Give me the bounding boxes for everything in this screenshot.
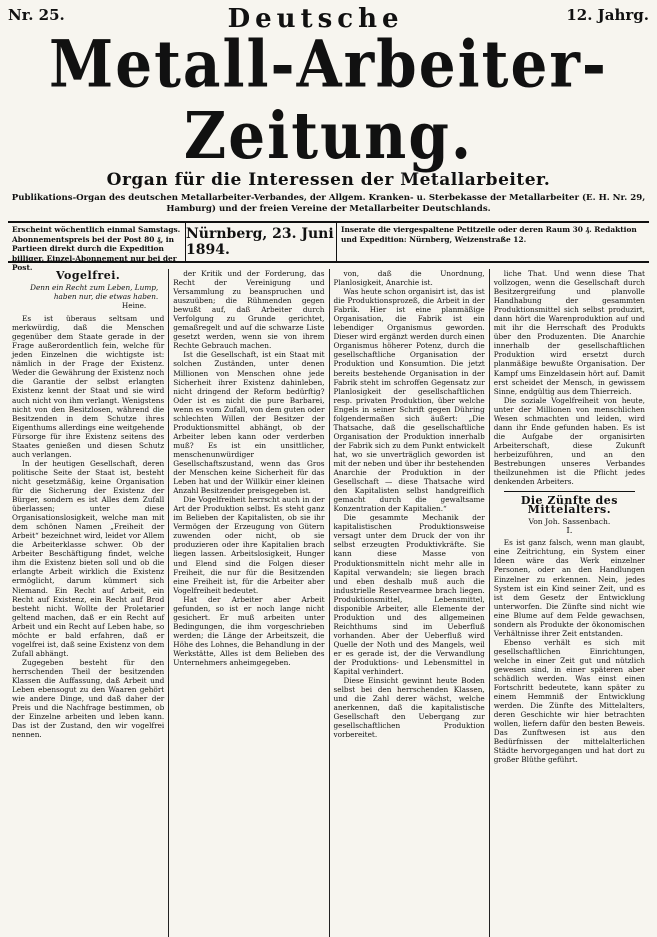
article-heading: Vogelfrei. [55,269,121,282]
paragraph: Ebenso verhält es sich mit gesellschaftlichen Einrichtungen, welche in einer Zeit gut und nützlich gewesen sind, in einer späteren aber schädlich werden. Was einst einen Fortschritt bedeutete, kann später zu einem Hemmniß der Entwicklung werden. Die Zünfte des Mittelalters, deren Geschichte wir hier betrachten wollen, liefern dafür den besten Beweis. Das Zunftwesen ist aus den Bedürfnissen der mittelalterlichen Städte hervorgegangen und hat dort zu großer Blüthe geführt. [493,637,645,765]
article-columns [8,269,649,937]
article-divider [504,491,635,492]
column-1 [8,269,168,937]
column-3 [329,269,489,937]
paragraph: Diese Einsicht gewinnt heute Boden selbst bei den herrschenden Klassen, und die Zahl derer wächst, welche anerkennen, daß die kapitalistische Gesellschaft den Uebergang zur gesellschaftlichen Produktion vorbereitet. [333,676,485,740]
paragraph: Die gesammte Mechanik der kapitalistischen Produktionsweise versagt unter dem Druck der von ihr selbst erzeugten Produktivkräfte. Sie kann diese Masse von Produktionsmitteln nicht mehr alle in Kapital verwandeln; sie liegen brach und eben deshalb muß auch die industrielle Reservearmee brach liegen. Produktionsmittel, Lebensmittel, disponible Arbeiter, alle Elemente der Produktion und des allgemeinen Reichthums sind im Ueberfluß vorhanden. Aber der Ueberfluß wird Quelle der Noth und des Mangels, weil er es gerade ist, der die Verwandlung der Produktions- und Lebensmittel in Kapital verhindert. [333,513,485,677]
paragraph: Ist die Gesellschaft, ist ein Staat mit solchen Zuständen, unter denen Millionen von Menschen ohne jede Sicherheit ihrer Existenz dahinleben, nicht dringend der Reform bedürftig? Oder ist es nicht die pure Barbarei, wenn es vom Zufall, von dem guten oder schlechten Willen der Besitzer der Produktionsmittel abhängt, ob der Arbeiter leben kann oder verderben muß? Es ist ein unsittlicher, menschenunwürdiger Gesellschaftszustand, wenn das Gros der Menschen keine Sicherheit für das Leben hat und der Willkür einer kleinen Anzahl Besitzender preisgegeben ist. [173,350,325,496]
paragraph: Hat der Arbeiter aber Arbeit gefunden, so ist er noch lange nicht gesichert. Er muß arbeiten unter Bedingungen, die ihm vorgeschrieben werden; die Länge der Arbeitszeit, die Höhe des Lohnes, die Behandlung in der Werkstätte, Alles ist dem Belieben des Unternehmers anheimgegeben. [173,594,325,668]
subscription-info: Erscheint wöchentlich einmal Samstags. Abonnementspreis bei der Post 80 ₰, in Partieen direkt durch die Expedition billiger. Einzel-Abonnement nur bei der Post. [8,223,186,261]
paragraph: Zugegeben besteht für den herrschenden Theil der besitzenden Klassen die Auffassung, daß Arbeit und Leben ebensogut zu den Waaren gehört wie andere Dinge, und daß daher der Preis und die Nachfrage bestimmen, ob der Einzelne arbeiten und leben kann. Das ist der Zustand, den wir vogelfrei nennen. [12,657,165,740]
volume-number: 12. Jahrg. [566,6,649,24]
paragraph: Es ist ganz falsch, wenn man glaubt, eine Zeitrichtung, ein System einer Ideen wäre das Werk einzelner Personen, oder an den Handlungen Einzelner zu erkennen. Nein, jedes System ist ein Kind seiner Zeit, und es ist dem Gesetz der Entwicklung unterworfen. Die Zünfte sind nicht wie eine Blume auf dem Felde gewachsen, sondern als Produkte der ökonomischen Verhältnisse ihrer Zeit entstanden. [493,538,645,638]
article-heading: Die Zünfte des Mittelalters. [520,494,618,517]
article-byline: Von Joh. Sassenbach. [528,517,611,527]
paragraph: Was heute schon organisirt ist, das ist die Produktionsprozeß, die Arbeit in der Fabrik. Hier ist eine planmäßige Organisation, die Fabrik ist ein lebendiger Organismus geworden. Dieser wird ergänzt werden durch einen Organismus höherer Potenz, durch die gesellschaftliche Organisation der Produktion und Konsumtion. Die jetzt bereits bestehende Organisation in der Fabrik steht im schroffen Gegensatz zur Planlosigkeit der gesellschaftlichen resp. privaten Produktion, über welche Engels in seiner Schrift gegen Dühring folgendermaßen sich äußert: „Die Thatsache, daß die gesellschaftliche Organisation der Produktion innerhalb der Fabrik sich zu dem Punkt entwickelt hat, wo sie unverträglich geworden ist mit der neben und über ihr bestehenden Anarchie der Produktion in der Gesellschaft — diese Thatsache wird den Kapitalisten selbst handgreiflich gemacht durch die gewaltsame Konzentration der Kapitalien.“ [333,287,485,514]
masthead-subtitle: Organ für die Interessen der Metallarbeiter. [106,170,551,190]
paragraph: In der heutigen Gesellschaft, deren politische Seite der Staat ist, besteht nicht gesetzmäßig, keine Organisation für die Sicherung der Existenz der Bürger, sondern es ist Alles dem Zufall überlassen; unter diese Organisationslosigkeit, welche man mit dem schönen Namen „Freiheit der Arbeit“ bezeichnet wird, leidet vor Allem die Arbeiterklasse schwer. Ob der Arbeiter Beschäftigung findet, welche ihm die Existenz bieten soll und ob die erlangte Arbeit wirklich die Existenz ermöglicht, darum kümmert sich Niemand. Ein Recht auf Arbeit, ein Recht auf Existenz, ein Recht auf Brod besteht nicht. Wollte der Proletarier geltend machen, daß er ein Recht auf Arbeit und ein Recht auf Leben habe, so möchte er bald erfahren, daß er vogelfrei ist, daß seine Existenz von dem Zufall abhängt. [12,458,165,658]
epigraph: Denn ein Recht zum Leben, Lump, haben nur, die etwas haben. [30,283,159,302]
title-small: Deutsche [227,4,404,34]
issue-number: Nr. 25. [8,6,65,24]
publication-line: Publikations-Organ des deutschen Metallarbeiter-Verbandes, der Allgem. Kranken- u. Sterbekasse der Metallarbeiter (E. H. Nr. 29, Hamburg) und der freien Vereine der Metallarbeiter Deutschlands. [11,193,646,214]
dateline: Nürnberg, 23. Juni 1894. [186,223,337,261]
section-number: I. [566,526,573,537]
masthead-title: Metall-Arbeiter-Zeitung. [49,26,608,174]
paragraph: Die soziale Vogelfreiheit von heute, unter der Millionen von menschlichen Wesen schmachten und leiden, wird dann ihr Ende gefunden haben. Es ist die Aufgabe der organisirten Arbeiterschaft, diese Zukunft herbeizuführen, und an den Bestrebungen unseres Verbandes theilzunehmen ist die Pflicht jedes denkenden Arbeiters. [493,395,645,487]
column-2 [168,269,328,937]
paragraph: von, daß die Unordnung, Planlosigkeit, Anarchie ist. [333,269,485,288]
paragraph: Es ist überaus seltsam und merkwürdig, daß die Menschen gegenüber dem Staate gerade in der Frage außerordentlich fein, welche für jeden Einzelnen die wichtigste ist: nämlich in der Frage der Existenz. Weder die Gewährung der Existenz noch die Garantie der selbst erlangten Existenz kennt der Staat und sie wird auch nicht von ihm verlangt. Wenigstens nicht von den Besitzlosen, während die Besitzenden in dem Schutze ihres Eigenthums allerdings eine weitgehende Fürsorge für ihre Existenz seitens des Staates genießen und diesen Schutz auch verlangen. [12,314,165,459]
paragraph: Die Vogelfreiheit herrscht auch in der Art der Produktion selbst. Es steht ganz im Belieben der Kapitalisten, ob sie ihr Vermögen der Erzeugung von Gütern zuwenden oder nicht, ob sie produzieren oder ihre Kapitalien brach liegen lassen. Arbeitslosigkeit, Hunger und Elend sind die Folgen dieser Freiheit, die nur für die Besitzenden eine Freiheit ist, für die Arbeiter aber Vogelfreiheit bedeutet. [173,495,325,595]
column-4 [489,269,649,937]
info-bar [8,221,649,273]
paragraph: der Kritik und der Forderung, das Recht der Vereinigung und Versammlung zu beanspruchen und auszuüben; die Rühmenden gegen bewußt auf, daß Arbeiter durch Verfolgung zu Grunde gerichtet, gemaßregelt und auf die schwarze Liste gesetzt werden, wenn sie von ihrem Rechte Gebrauch machen. [173,269,325,351]
paragraph: liche That. Und wenn diese That vollzogen, wenn die Gesellschaft durch Besitzergreifung und planvolle Handhabung der gesammten Produktionsmittel sich selbst produzirt, dann hört die Warenproduktion auf und mit ihr die Herrschaft des Produkts über den Produzenten. Die Anarchie innerhalb der gesellschaftlichen Produktion wird ersetzt durch planmäßige bewußte Organisation. Der Kampf ums Einzeldasein hört auf. Damit erst scheidet der Mensch, in gewissem Sinne, endgültig aus dem Thierreich. [493,269,645,396]
advertising-info: Inserate die viergespaltene Petitzeile oder deren Raum 30 ₰. Redaktion und Expedition: Nürnberg, Weizenstraße 12. [341,225,637,244]
epigraph-author: Heine. [121,301,147,311]
